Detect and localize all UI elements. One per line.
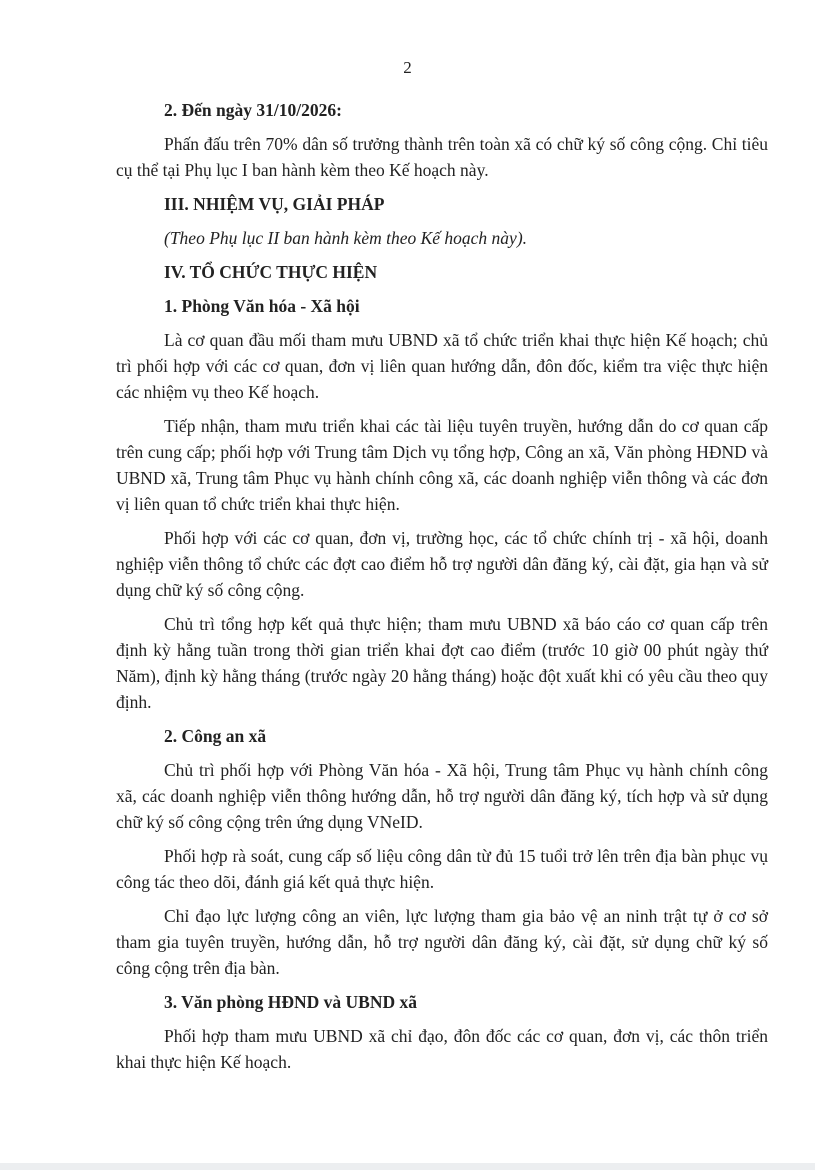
section-heading-target-date: 2. Đến ngày 31/10/2026: bbox=[164, 100, 342, 120]
appendix-reference-note: (Theo Phụ lục II ban hành kèm theo Kế hoạch này). bbox=[164, 228, 528, 248]
paragraph-police-grassroots-forces: Chỉ đạo lực lượng công an viên, lực lượng tham gia bảo vệ an ninh trật tự ở cơ sở tham gia tuyên truyền, hướng dẫn, hỗ trợ người dân đăng ký, cài đặt, sử dụng chữ ký số công cộng trên địa bàn. bbox=[116, 906, 768, 978]
paragraph-police-data-review: Phối hợp rà soát, cung cấp số liệu công dân từ đủ 15 tuổi trở lên trên địa bàn phục vụ công tác theo dõi, đánh giá kết quả thực hiện. bbox=[116, 846, 768, 892]
paragraph-police-vneid-support: Chủ trì phối hợp với Phòng Văn hóa - Xã hội, Trung tâm Phục vụ hành chính công xã, các doanh nghiệp viễn thông hướng dẫn, hỗ trợ người dân đăng ký, tích hợp và sử dụng chữ ký số công cộng trên ứng dụng VNeID. bbox=[116, 760, 768, 832]
subheading-commune-police: 2. Công an xã bbox=[164, 726, 267, 746]
paragraph-culture-receive-materials: Tiếp nhận, tham mưu triển khai các tài liệu tuyên truyền, hướng dẫn do cơ quan cấp trên cung cấp; phối hợp với Trung tâm Dịch vụ tổng hợp, Công an xã, Văn phòng HĐND và UBND xã, Trung tâm Phục vụ hành chính công xã, các doanh nghiệp viễn thông và các đơn vị liên quan tổ chức triển khai thực hiện. bbox=[116, 416, 768, 514]
subheading-council-office: 3. Văn phòng HĐND và UBND xã bbox=[164, 992, 417, 1012]
subheading-culture-society-office: 1. Phòng Văn hóa - Xã hội bbox=[164, 296, 360, 316]
page-number: 2 bbox=[403, 58, 412, 77]
paragraph-culture-lead-role: Là cơ quan đầu mối tham mưu UBND xã tổ chức triển khai thực hiện Kế hoạch; chủ trì phối hợp với các cơ quan, đơn vị liên quan hướng dẫn, đôn đốc, kiểm tra việc thực hiện các nhiệm vụ theo Kế hoạch. bbox=[116, 330, 768, 402]
section-heading-tasks-solutions: III. NHIỆM VỤ, GIẢI PHÁP bbox=[164, 194, 385, 214]
paragraph-culture-coordinate-campaigns: Phối hợp với các cơ quan, đơn vị, trường học, các tổ chức chính trị - xã hội, doanh nghiệp viễn thông tổ chức các đợt cao điểm hỗ trợ người dân đăng ký, cài đặt, gia hạn và sử dụng chữ ký số công cộng. bbox=[116, 528, 768, 600]
paragraph-target-description: Phấn đấu trên 70% dân số trưởng thành trên toàn xã có chữ ký số công cộng. Chỉ tiêu cụ thể tại Phụ lục I ban hành kèm theo Kế hoạch này. bbox=[116, 134, 768, 180]
paragraph-council-office-coordination: Phối hợp tham mưu UBND xã chỉ đạo, đôn đốc các cơ quan, đơn vị, các thôn triển khai thực hiện Kế hoạch. bbox=[116, 1026, 768, 1072]
document-body bbox=[116, 97, 768, 1083]
paragraph-culture-reporting: Chủ trì tổng hợp kết quả thực hiện; tham mưu UBND xã báo cáo cơ quan cấp trên định kỳ hằng tuần trong thời gian triển khai đợt cao điểm (trước 10 giờ 00 phút ngày thứ Năm), định kỳ hằng tháng (trước ngày 20 hằng tháng) hoặc đột xuất khi có yêu cầu theo quy định. bbox=[116, 614, 768, 712]
section-heading-implementation: IV. TỔ CHỨC THỰC HIỆN bbox=[164, 262, 378, 282]
